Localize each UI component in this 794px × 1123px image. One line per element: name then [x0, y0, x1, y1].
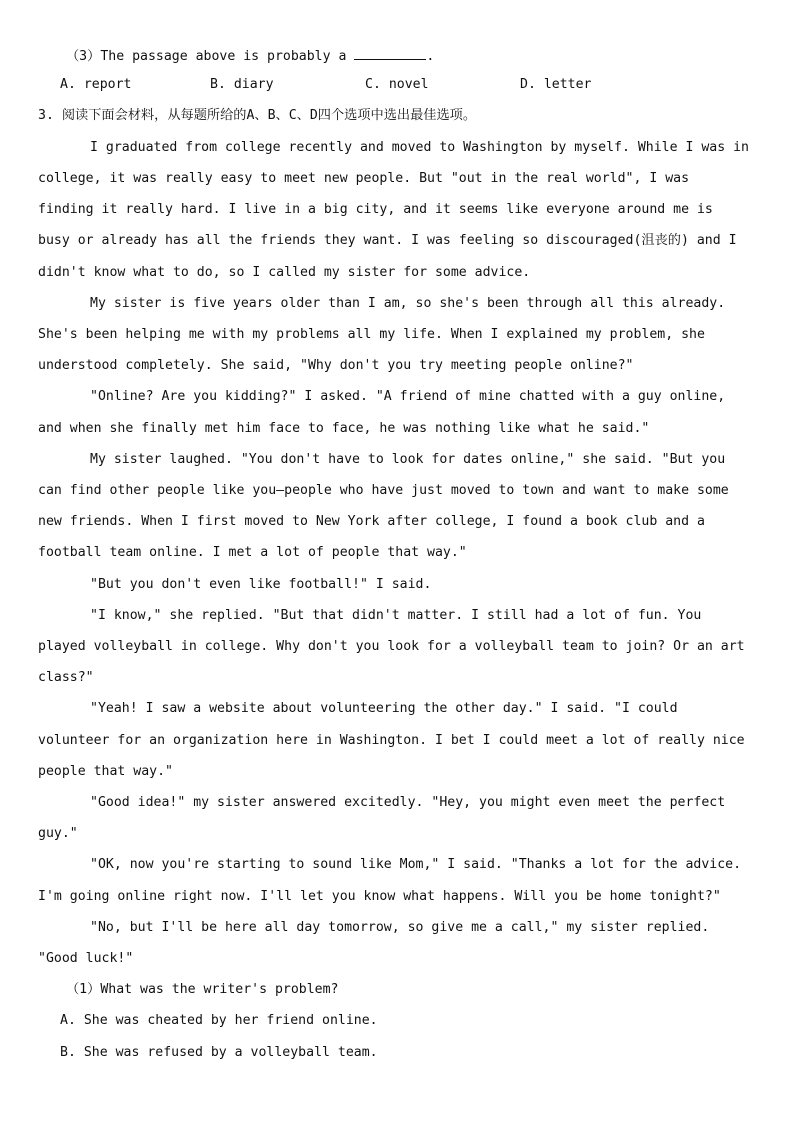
passage-line: My sister is five years older than I am, so she's been through all this already.: [90, 296, 726, 311]
passage-line: can find other people like you—people who have just moved to town and want to make some: [38, 483, 729, 498]
option-b: B. diary: [210, 77, 274, 92]
passage-line: volunteer for an organization here in Washington. I bet I could meet a lot of really nice: [38, 733, 745, 748]
passage-line: people that way.": [38, 764, 173, 779]
passage-line: "OK, now you're starting to sound like Mom," I said. "Thanks a lot for the advice.: [90, 857, 742, 872]
passage-line: "Online? Are you kidding?" I asked. "A friend of mine chatted with a guy online,: [90, 389, 726, 404]
passage-line: busy or already has all the friends they want. I was feeling so discouraged(沮丧的) and I: [38, 233, 737, 248]
option-a: A. report: [60, 77, 132, 92]
passage-line: "Yeah! I saw a website about volunteering the other day." I said. "I could: [90, 701, 678, 716]
passage-line: "But you don't even like football!" I said.: [90, 577, 432, 592]
passage-line: "No, but I'll be here all day tomorrow, so give me a call," my sister replied.: [90, 920, 710, 935]
answer-blank: [354, 45, 426, 60]
option-a: A. She was cheated by her friend online.: [60, 1013, 378, 1028]
question-stem: （3）The passage above is probably a .: [66, 45, 434, 66]
passage-line: guy.": [38, 826, 78, 841]
passage-line: class?": [38, 670, 94, 685]
passage-line: "Good luck!": [38, 951, 134, 966]
passage-line: college, it was really easy to meet new people. But "out in the real world", I was: [38, 171, 690, 186]
passage-line: I graduated from college recently and moved to Washington by myself. While I was in: [90, 140, 749, 155]
option-d: D. letter: [520, 77, 592, 92]
passage-line: "Good idea!" my sister answered excitedly. "Hey, you might even meet the perfect: [90, 795, 726, 810]
option-c: C. novel: [365, 77, 429, 92]
passage-line: She's been helping me with my problems all my life. When I explained my problem, she: [38, 327, 705, 342]
passage-line: "I know," she replied. "But that didn't matter. I still had a lot of fun. You: [90, 608, 702, 623]
passage-line: played volleyball in college. Why don't you look for a volleyball team to join? Or an art: [38, 639, 745, 654]
passage-line: finding it really hard. I live in a big city, and it seems like everyone around me is: [38, 202, 713, 217]
options-row: [60, 76, 780, 94]
passage-line: My sister laughed. "You don't have to look for dates online," she said. "But you: [90, 452, 726, 467]
passage-line: football team online. I met a lot of people that way.": [38, 545, 467, 560]
question-stem: （1）What was the writer's problem?: [66, 982, 339, 997]
passage-line: understood completely. She said, "Why don't you try meeting people online?": [38, 358, 634, 373]
passage-line: didn't know what to do, so I called my sister for some advice.: [38, 265, 531, 280]
option-b: B. She was refused by a volleyball team.: [60, 1045, 378, 1060]
section-instruction: 3. 阅读下面会材料，从每题所给的A、B、C、D四个选项中选出最佳选项。: [38, 108, 477, 123]
passage-line: and when she finally met him face to face, he was nothing like what he said.": [38, 421, 650, 436]
passage-line: new friends. When I first moved to New York after college, I found a book club and a: [38, 514, 705, 529]
passage-line: I'm going online right now. I'll let you know what happens. Will you be home tonight?": [38, 889, 721, 904]
